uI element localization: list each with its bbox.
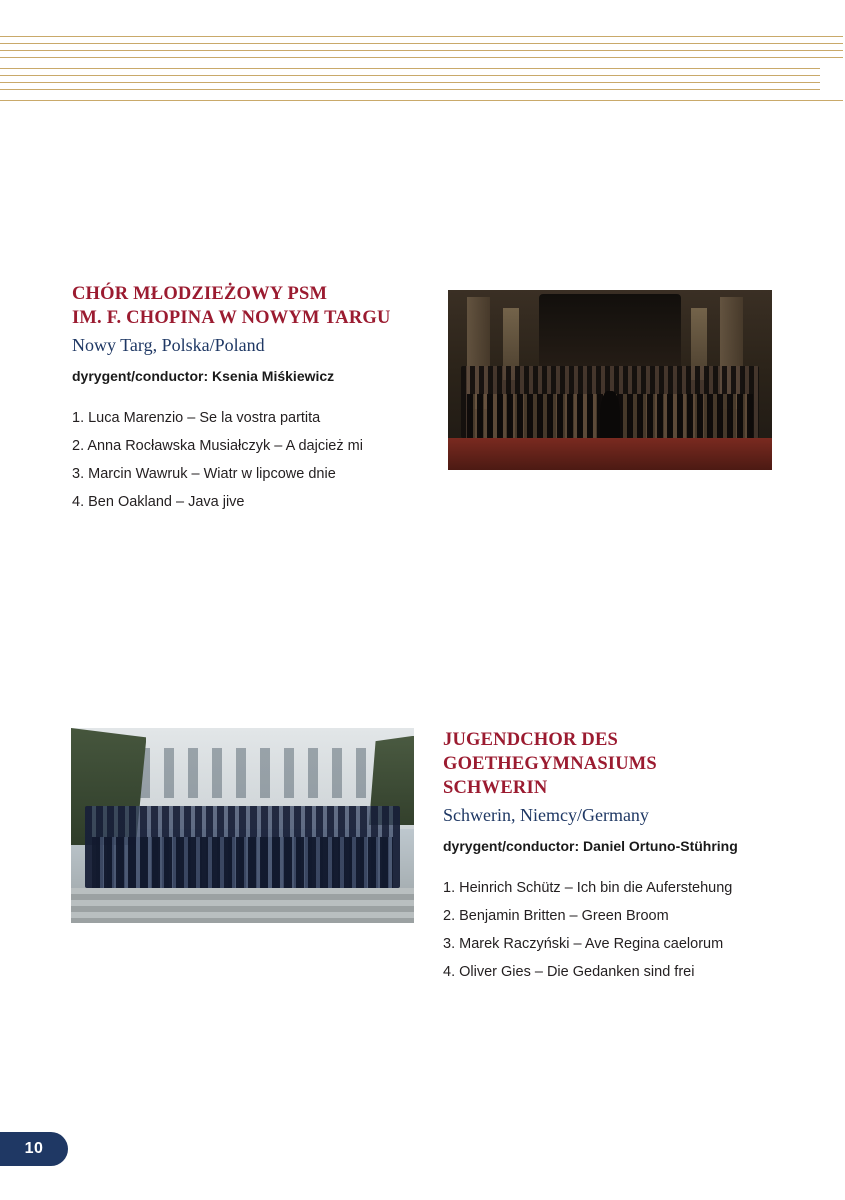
staff-lines-middle (0, 68, 845, 90)
choir-name (443, 728, 783, 800)
choir-name-line-2: IM. F. CHOPINA W NOWYM TARGU (72, 308, 391, 328)
program-item: 2. Anna Rocławska Musiałczyk – A dajcież mi (72, 438, 363, 454)
program-item: 3. Marek Raczyński – Ave Regina caelorum (443, 936, 724, 952)
choir-name-line-1: JUGENDCHOR DES (443, 730, 618, 750)
staff-line (0, 57, 845, 58)
staff-line (0, 100, 845, 101)
staff-line (0, 89, 820, 90)
program-item: 1. Heinrich Schütz – Ich bin die Auferstehung (443, 880, 733, 896)
program-item: 4. Oliver Gies – Die Gedanken sind frei (443, 964, 695, 980)
choir-entry-text-column (443, 728, 783, 986)
photo-scene-concert-hall (448, 290, 772, 470)
choir-name-line-3: SCHWERIN (443, 778, 548, 798)
program-item: 4. Ben Oakland – Java jive (72, 494, 245, 510)
choir-conductor: dyrygent/conductor: Daniel Ortuno-Stühring (443, 838, 738, 854)
staff-lines-top (0, 36, 845, 58)
program-list (443, 874, 783, 986)
photo-organ (539, 294, 682, 366)
program-item: 2. Benjamin Britten – Green Broom (443, 908, 669, 924)
staff-lines-bottom (0, 100, 845, 101)
photo-steps (71, 888, 414, 923)
choir-photo-schwerin (71, 728, 414, 923)
choir-conductor: dyrygent/conductor: Ksenia Miśkiewicz (72, 368, 335, 384)
photo-stage-floor (448, 438, 772, 470)
photo-choir-row-front (92, 837, 394, 888)
program-item: 3. Marcin Wawruk – Wiatr w lipcowe dnie (72, 466, 336, 482)
choir-city: Nowy Targ, Polska/Poland (72, 335, 265, 355)
choir-name (72, 282, 422, 330)
program-list (72, 404, 422, 516)
choir-entry-schwerin (443, 728, 783, 986)
program-item: 1. Luca Marenzio – Se la vostra partita (72, 410, 321, 426)
page-number-tab (0, 1132, 68, 1166)
choir-entry-text-column (72, 282, 422, 516)
choir-name-line-1: CHÓR MŁODZIEŻOWY PSM (72, 284, 328, 304)
choir-city: Schwerin, Niemcy/Germany (443, 805, 649, 825)
choir-name-line-2: GOETHEGYMNASIUMS (443, 754, 657, 774)
photo-scene-outdoor-group (71, 728, 414, 923)
page-number: 10 (24, 1140, 44, 1157)
choir-photo-nowy-targ (448, 290, 772, 470)
